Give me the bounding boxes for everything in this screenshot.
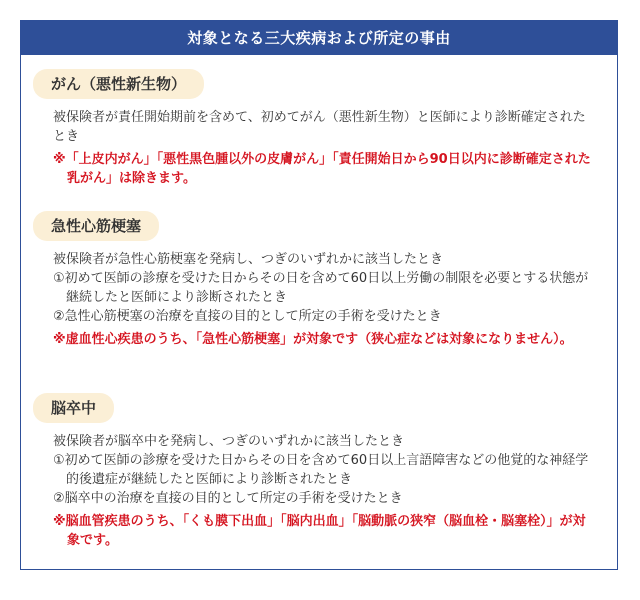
section-title-stroke: 脳卒中 (33, 393, 114, 423)
section-title-cancer: がん（悪性新生物） (33, 69, 204, 99)
cancer-description: 被保険者が責任開始期前を含めて、初めてがん（悪性新生物）と医師により診断確定されたとき (53, 110, 586, 144)
stroke-note: ※脳血管疾患のうち、「くも膜下出血」「脳内出血」「脳動脈の狭窄（脳血栓・脳塞栓）」が対象です。 (53, 514, 586, 548)
stroke-condition-2: ②脳卒中の治療を直接の目的として所定の手術を受けたとき (53, 491, 403, 506)
heart-condition-1: ①初めて医師の診療を受けた日からその日を含めて60日以上労働の制限を必要とする状態が継続したと医師により診断されたとき (53, 271, 589, 305)
stroke-intro: 被保険者が脳卒中を発病し、つぎのいずれかに該当したとき (53, 434, 405, 449)
conditions-panel (20, 20, 618, 570)
section-title-heart-attack: 急性心筋梗塞 (33, 211, 159, 241)
heart-intro: 被保険者が急性心筋梗塞を発病し、つぎのいずれかに該当したとき (53, 252, 444, 267)
section-cancer (21, 69, 617, 188)
heart-condition-2: ②急性心筋梗塞の治療を直接の目的として所定の手術を受けたとき (53, 309, 442, 324)
stroke-condition-1: ①初めて医師の診療を受けた日からその日を含めて60日以上言語障害などの他覚的な神経学的後遺症が継続したと医師により診断されたとき (53, 453, 589, 487)
heart-note: ※虚血性心疾患のうち、「急性心筋梗塞」が対象です（狭心症などは対象になりません）。 (53, 332, 573, 347)
section-stroke (21, 393, 617, 550)
cancer-note: ※「上皮内がん」「悪性黒色腫以外の皮膚がん」「責任開始日から90日以内に診断確定された乳がん」は除きます。 (53, 152, 591, 186)
panel-title: 対象となる三大疾病および所定の事由 (21, 21, 617, 55)
section-heart-attack (21, 211, 617, 349)
